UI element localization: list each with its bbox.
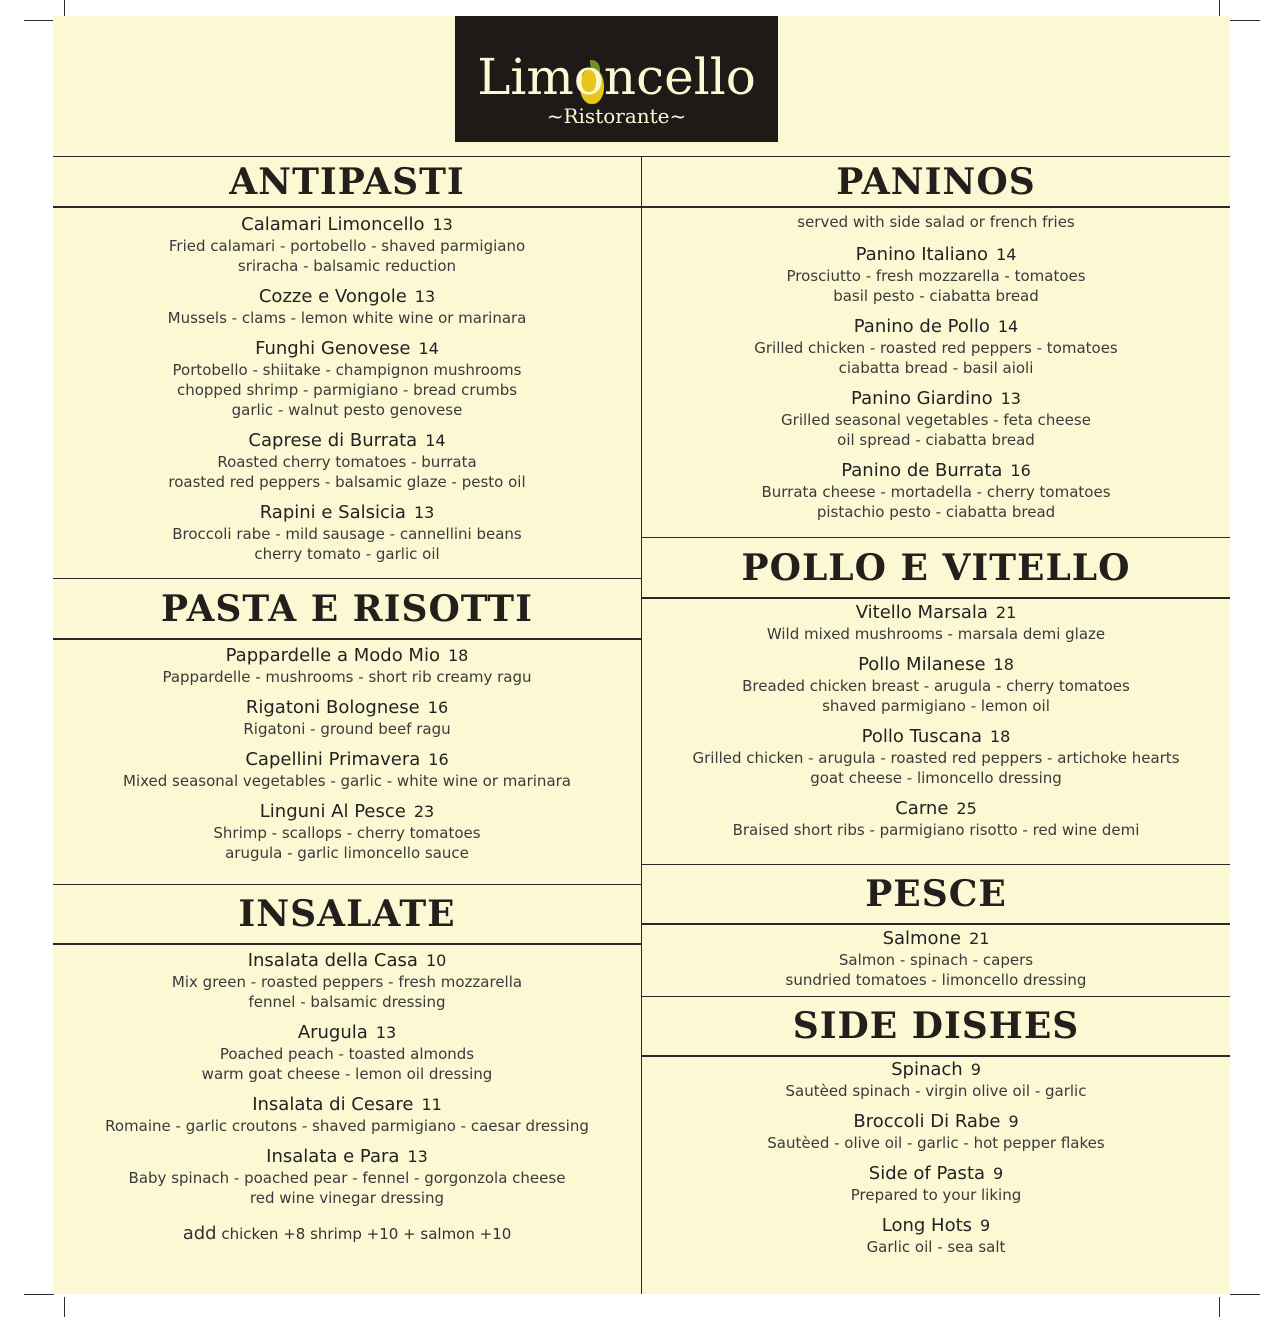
menu-item-description: Garlic oil - sea salt — [866, 1238, 1006, 1256]
section-title: ANTIPASTI — [229, 160, 465, 203]
section-title: INSALATE — [238, 893, 456, 935]
menu-item-description: Grilled chicken - roasted red peppers - tomatoes — [754, 339, 1118, 357]
menu-item-description: chopped shrimp - parmigiano - bread crumbs — [176, 381, 518, 399]
menu-item-description: Prosciutto - fresh mozzarella - tomatoes — [786, 267, 1086, 285]
menu-item — [642, 1111, 1230, 1153]
section-note: served with side salad or french fries — [797, 213, 1075, 231]
menu-item-name: Pappardelle a Modo Mio — [225, 645, 440, 666]
logo-subtitle: ~Ristorante~ — [546, 104, 687, 128]
menu-item-heading — [53, 749, 641, 771]
menu-item-description: sriracha - balsamic reduction — [237, 257, 457, 275]
menu-item-description: Braised short ribs - parmigiano risotto - red wine demi — [732, 821, 1140, 839]
menu-item-description: warm goat cheese - lemon oil dressing — [201, 1065, 493, 1083]
menu-item-heading — [53, 645, 641, 667]
section-header-pollo — [642, 537, 1230, 599]
menu-item-name: Side of Pasta — [868, 1163, 986, 1184]
addons-label: add — [182, 1223, 217, 1244]
menu-item — [642, 388, 1230, 450]
menu-item-name: Funghi Genovese — [255, 338, 411, 359]
menu-item-description: Sautèed - olive oil - garlic - hot pepper flakes — [767, 1134, 1105, 1152]
menu-item-description: Roasted cherry tomatoes - burrata — [217, 453, 477, 471]
menu-item-price: 16 — [428, 750, 449, 769]
menu-item-description: Wild mixed mushrooms - marsala demi glaze — [766, 625, 1106, 643]
menu-item-description: oil spread - ciabatta bread — [837, 431, 1035, 449]
menu-item-heading — [642, 316, 1230, 338]
menu-item-name: Insalata della Casa — [247, 950, 418, 971]
addons-text: chicken +8 shrimp +10 + salmon +10 — [221, 1225, 512, 1243]
menu-item-name: Rigatoni Bolognese — [245, 697, 420, 718]
menu-item-description: Broccoli rabe - mild sausage - cannellini beans — [172, 525, 522, 543]
menu-item-price: 16 — [1010, 461, 1031, 480]
menu-item-price: 9 — [993, 1164, 1004, 1183]
menu-item-price: 10 — [425, 951, 447, 970]
crop-mark — [24, 20, 54, 21]
menu-item — [642, 602, 1230, 644]
section-title: POLLO E VITELLO — [741, 546, 1131, 589]
menu-item — [53, 502, 641, 564]
menu-item-name: Panino Giardino — [851, 388, 993, 409]
menu-item-price: 14 — [997, 317, 1019, 336]
menu-item-heading — [642, 928, 1230, 950]
menu-item-heading — [53, 214, 641, 236]
menu-item-price: 13 — [413, 503, 435, 522]
menu-item-name: Vitello Marsala — [855, 602, 988, 623]
menu-item-description: arugula - garlic limoncello sauce — [225, 844, 469, 862]
menu-item-price: 18 — [990, 727, 1011, 746]
menu-item-description: pistachio pesto - ciabatta bread — [816, 503, 1056, 521]
menu-item — [53, 1094, 641, 1136]
menu-item — [53, 1146, 641, 1208]
section-sides — [642, 1059, 1230, 1267]
section-title: PANINOS — [836, 160, 1036, 203]
menu-item-price: 25 — [956, 799, 977, 818]
menu-item-heading — [53, 697, 641, 719]
menu-item-description: Prepared to your liking — [850, 1186, 1022, 1204]
menu-item-heading — [642, 602, 1230, 624]
menu-item — [53, 214, 641, 276]
menu-item-name: Calamari Limoncello — [241, 214, 425, 235]
menu-item — [53, 286, 641, 328]
menu-item-name: Arugula — [297, 1022, 368, 1043]
menu-item-price: 18 — [993, 655, 1014, 674]
menu-item — [53, 338, 641, 420]
section-title: PASTA E RISOTTI — [161, 587, 533, 630]
menu-item-description: basil pesto - ciabatta bread — [833, 287, 1039, 305]
menu-item-price: 21 — [969, 929, 990, 948]
menu-item-description: shaved parmigiano - lemon oil — [822, 697, 1050, 715]
menu-item-description: cherry tomato - garlic oil — [254, 545, 440, 563]
menu-item-heading — [53, 338, 641, 360]
section-pasta — [53, 645, 641, 873]
menu-item-price: 14 — [425, 431, 446, 450]
menu-item-price: 13 — [407, 1147, 428, 1166]
section-header-paninos — [642, 156, 1230, 208]
menu-item-name: Spinach — [891, 1059, 963, 1080]
section-paninos — [642, 212, 1230, 532]
menu-item-description: fennel - balsamic dressing — [248, 993, 446, 1011]
crop-mark — [24, 1294, 54, 1295]
menu-item — [53, 1022, 641, 1084]
section-insalate — [53, 950, 641, 1218]
menu-item — [53, 801, 641, 863]
section-antipasti — [53, 214, 641, 574]
menu-item-heading — [53, 950, 641, 972]
menu-item-name: Salmone — [882, 928, 962, 949]
menu-item-name: Capellini Primavera — [245, 749, 421, 770]
menu-item-price: 9 — [970, 1060, 981, 1079]
section-pollo — [642, 602, 1230, 850]
menu-item-price: 9 — [980, 1216, 991, 1235]
menu-item-price: 23 — [413, 802, 435, 821]
menu-page — [53, 16, 1230, 1294]
menu-item-name: Insalata e Para — [266, 1146, 400, 1167]
menu-item-price: 14 — [418, 339, 439, 358]
menu-item-heading — [642, 1111, 1230, 1133]
menu-item — [642, 316, 1230, 378]
crop-mark — [64, 1297, 65, 1317]
menu-item — [642, 460, 1230, 522]
menu-item — [53, 950, 641, 1012]
menu-item-description: Salmon - spinach - capers — [838, 951, 1034, 969]
section-title: SIDE DISHES — [792, 1005, 1080, 1047]
menu-item — [642, 654, 1230, 716]
menu-item — [53, 697, 641, 739]
menu-item-price: 18 — [447, 646, 469, 665]
menu-item-heading — [642, 460, 1230, 482]
menu-item-description: Fried calamari - portobello - shaved parmigiano — [168, 237, 526, 255]
menu-item — [53, 430, 641, 492]
menu-item-heading — [53, 502, 641, 524]
section-pesce — [642, 928, 1230, 1000]
menu-item-description: Grilled seasonal vegetables - feta cheese — [781, 411, 1091, 429]
menu-item-name: Linguni Al Pesce — [259, 801, 406, 822]
menu-item-price: 13 — [432, 215, 453, 234]
menu-item-description: Pappardelle - mushrooms - short rib creamy ragu — [162, 668, 532, 686]
menu-item-description: Poached peach - toasted almonds — [219, 1045, 475, 1063]
crop-mark — [1230, 1294, 1260, 1295]
section-header-pesce — [642, 864, 1230, 925]
menu-item-description: Sautèed spinach - virgin olive oil - garlic — [785, 1082, 1087, 1100]
menu-item — [642, 928, 1230, 990]
menu-item-name: Caprese di Burrata — [248, 430, 418, 451]
menu-item-heading — [642, 1215, 1230, 1237]
menu-item-heading — [642, 1059, 1230, 1081]
menu-item-heading — [53, 1094, 641, 1116]
section-title: PESCE — [865, 873, 1007, 915]
menu-item-description: Romaine - garlic croutons - shaved parmigiano - caesar dressing — [105, 1117, 589, 1135]
menu-item-price: 13 — [1000, 389, 1021, 408]
restaurant-logo — [455, 16, 778, 142]
menu-item-price: 13 — [414, 287, 436, 306]
menu-item-name: Broccoli Di Rabe — [853, 1111, 1001, 1132]
section-header-insalate — [53, 884, 641, 945]
menu-item — [642, 244, 1230, 306]
menu-item — [642, 1059, 1230, 1101]
menu-item-description: roasted red peppers - balsamic glaze - pesto oil — [168, 473, 526, 491]
crop-mark — [1219, 1297, 1220, 1317]
logo-name: Limoncello — [477, 48, 756, 106]
section-header-sides — [642, 996, 1230, 1057]
menu-item — [53, 645, 641, 687]
menu-item-price: 9 — [1008, 1112, 1019, 1131]
menu-item-heading — [642, 654, 1230, 676]
menu-item-name: Pollo Tuscana — [861, 726, 982, 747]
menu-item-description: Portobello - shiitake - champignon mushrooms — [172, 361, 522, 379]
menu-item-price: 11 — [421, 1095, 442, 1114]
menu-item-description: Mixed seasonal vegetables - garlic - white wine or marinara — [123, 772, 571, 790]
section-header-pasta — [53, 578, 641, 640]
menu-item-name: Panino de Pollo — [853, 316, 990, 337]
menu-item-description: Breaded chicken breast - arugula - cherry tomatoes — [742, 677, 1130, 695]
menu-item-name: Cozze e Vongole — [258, 286, 407, 307]
menu-item-name: Rapini e Salsicia — [259, 502, 406, 523]
menu-item-price: 16 — [427, 698, 449, 717]
menu-item-description: ciabatta bread - basil aioli — [838, 359, 1034, 377]
section-header-antipasti — [53, 156, 641, 208]
menu-item — [642, 1215, 1230, 1257]
menu-item-name: Long Hots — [881, 1215, 973, 1236]
menu-item-heading — [642, 244, 1230, 266]
menu-item-description: Baby spinach - poached pear - fennel - gorgonzola cheese — [128, 1169, 566, 1187]
menu-item-description: Burrata cheese - mortadella - cherry tomatoes — [761, 483, 1111, 501]
menu-item-price: 14 — [996, 245, 1017, 264]
menu-item-description: Mix green - roasted peppers - fresh mozzarella — [171, 973, 523, 991]
menu-item-name: Insalata di Cesare — [252, 1094, 414, 1115]
menu-item-heading — [642, 726, 1230, 748]
menu-item-price: 13 — [375, 1023, 397, 1042]
crop-mark — [1230, 20, 1260, 21]
addons-line — [53, 1224, 641, 1244]
menu-item — [642, 1163, 1230, 1205]
menu-item-heading — [642, 1163, 1230, 1185]
menu-item-heading — [642, 388, 1230, 410]
menu-item — [53, 749, 641, 791]
menu-item-heading — [53, 1022, 641, 1044]
menu-item-description: goat cheese - limoncello dressing — [810, 769, 1062, 787]
menu-item-name: Panino Italiano — [855, 244, 989, 265]
menu-item-heading — [53, 286, 641, 308]
menu-item-description: Mussels - clams - lemon white wine or marinara — [167, 309, 527, 327]
menu-item-price: 21 — [995, 603, 1017, 622]
menu-item — [642, 726, 1230, 788]
menu-item-heading — [53, 1146, 641, 1168]
menu-item-name: Carne — [895, 798, 949, 819]
menu-item-heading — [53, 430, 641, 452]
menu-item-heading — [642, 798, 1230, 820]
menu-item-name: Pollo Milanese — [858, 654, 986, 675]
menu-item-description: sundried tomatoes - limoncello dressing — [785, 971, 1087, 989]
menu-item-description: Grilled chicken - arugula - roasted red peppers - artichoke hearts — [692, 749, 1180, 767]
menu-item-description: garlic - walnut pesto genovese — [231, 401, 463, 419]
menu-item-description: Shrimp - scallops - cherry tomatoes — [213, 824, 481, 842]
menu-item-description: Rigatoni - ground beef ragu — [243, 720, 451, 738]
menu-item-name: Panino de Burrata — [841, 460, 1003, 481]
menu-item-heading — [53, 801, 641, 823]
menu-item-description: red wine vinegar dressing — [249, 1189, 445, 1207]
menu-item — [642, 798, 1230, 840]
